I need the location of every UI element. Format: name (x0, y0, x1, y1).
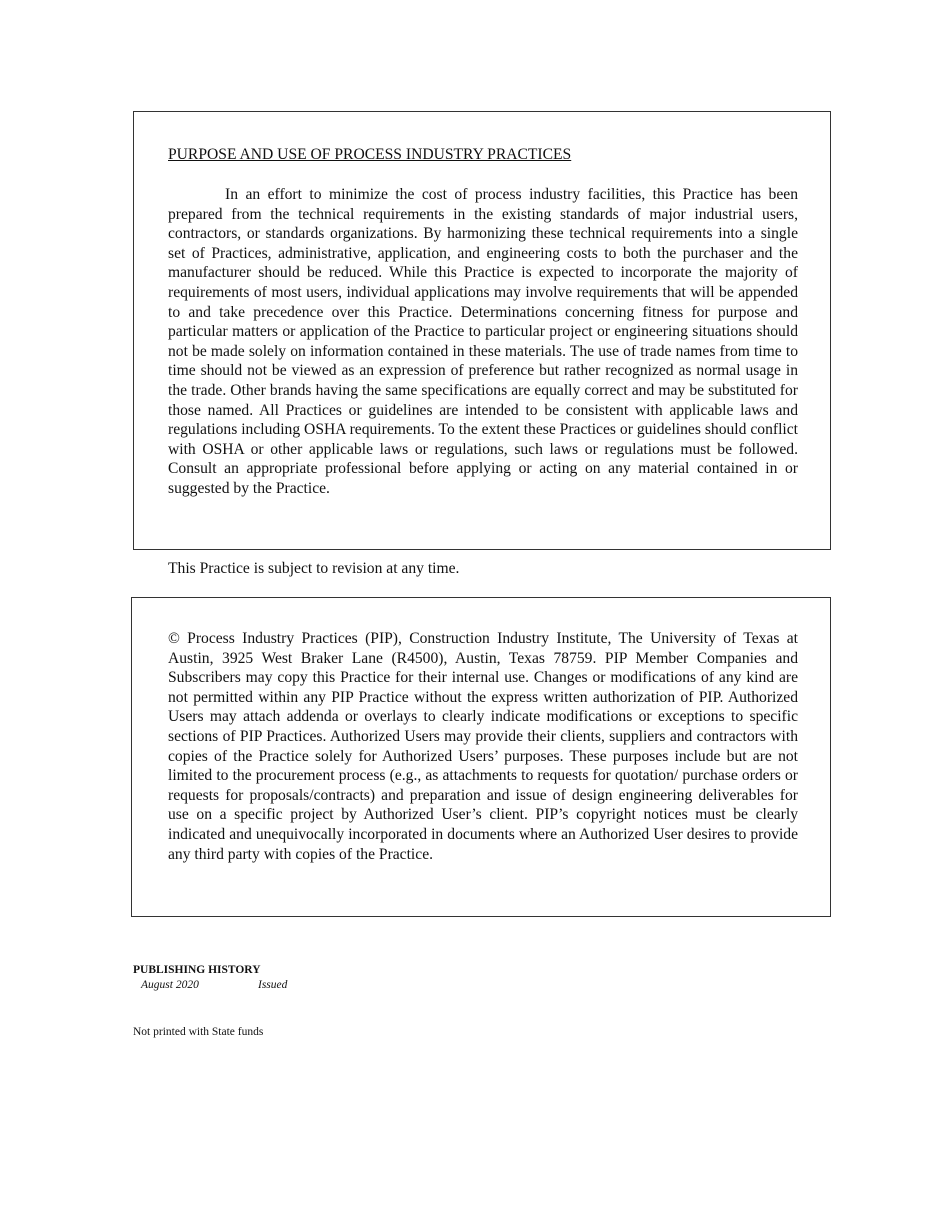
purpose-section-body: In an effort to minimize the cost of process industry facilities, this Practice has been prepared from the technical requirements in the existing standards of major industrial users, contractors, or standards organizations. By harmonizing these technical requirements into a single set of Practices, administrative, application, and engineering costs to both the purchaser and the manufacturer should be reduced. While this Practice is expected to incorporate the majority of requirements of most users, individual applications may involve requirements that will be appended to and take precedence over this Practice. Determinations concerning fitness for purpose and particular matters or application of the Practice to particular project or engineering situations should not be made solely on information contained in these materials. The use of trade names from time to time should not be viewed as an expression of preference but rather recognized as normal usage in the trade. Other brands having the same specifications are equally correct and may be substituted for those named. All Practices or guidelines are intended to be consistent with applicable laws and regulations including OSHA requirements. To the extent these Practices or guidelines should conflict with OSHA or other applicable laws or regulations, such laws or regulations must be followed. Consult an appropriate professional before applying or acting on any material contained in or suggested by the Practice. (168, 186, 798, 497)
publishing-history-date: August 2020 (141, 979, 199, 991)
copyright-section-body: © Process Industry Practices (PIP), Construction Industry Institute, The University of Texas at Austin, 3925 West Braker Lane (R4500), Austin, Texas 78759. PIP Member Companies and Subscribers may copy this Practice for their internal use. Changes or modifications of any kind are not permitted within any PIP Practice without the express written authorization of PIP. Authorized Users may attach addenda or overlays to clearly indicate modifications or exceptions to specific sections of PIP Practices. Authorized Users may provide their clients, suppliers and contractors with copies of the Practice solely for Authorized Users’ purposes. These purposes include but are not limited to the procurement process (e.g., as attachments to requests for quotation/ purchase orders or requests for proposals/contracts) and preparation and issue of design engineering deliverables for use on a specific project by Authorized User’s client. PIP’s copyright notices must be clearly indicated and unequivocally incorporated in documents where an Authorized User desires to provide any third party with copies of the Practice. (168, 630, 798, 863)
purpose-section-box (133, 111, 831, 550)
publishing-history-entry (141, 978, 287, 992)
purpose-section-heading: PURPOSE AND USE OF PROCESS INDUSTRY PRACTICES (168, 146, 572, 163)
publishing-history-status: Issued (258, 979, 288, 991)
publishing-history-title: PUBLISHING HISTORY (133, 964, 261, 976)
funds-note: Not printed with State funds (133, 1026, 264, 1038)
copyright-section-box (131, 597, 831, 917)
revision-note: This Practice is subject to revision at any time. (168, 560, 460, 577)
